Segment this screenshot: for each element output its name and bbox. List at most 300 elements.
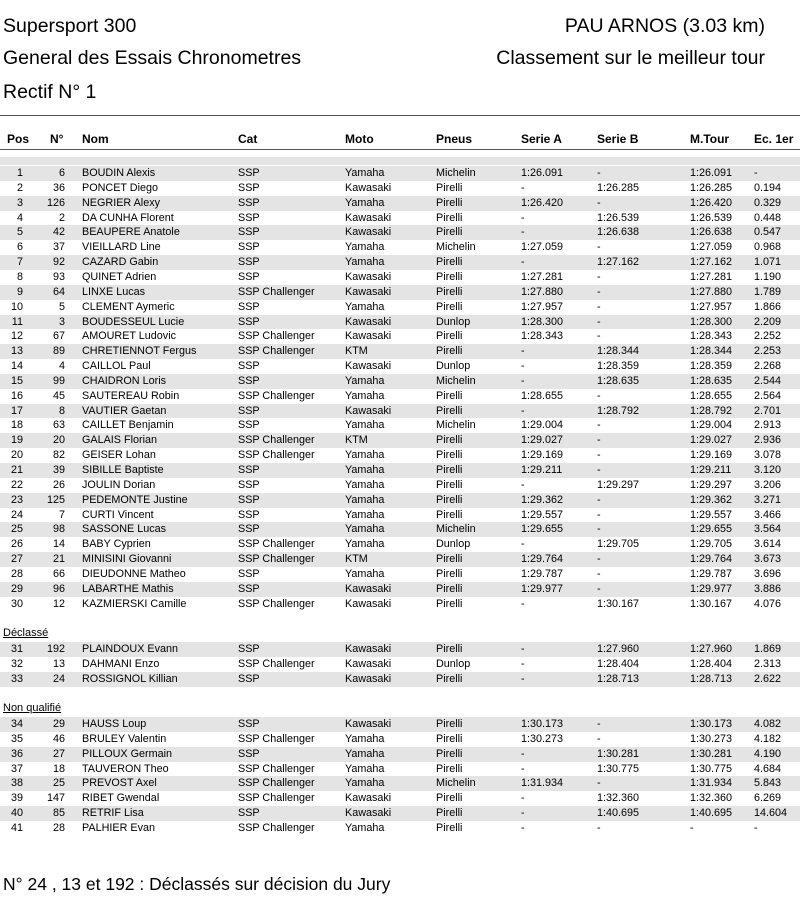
cell-serie-b: - — [597, 389, 601, 402]
cell-moto: Kawasaki — [345, 270, 392, 283]
cell-serie-a: - — [521, 404, 525, 417]
cell-pos: 12 — [10, 330, 23, 343]
cell-num: 147 — [46, 792, 65, 805]
cell-serie-a: - — [521, 226, 525, 239]
cell-moto: Kawasaki — [345, 181, 392, 194]
cell-pneus: Pirelli — [436, 582, 463, 595]
table-row — [0, 672, 800, 687]
cell-serie-b: 1:27.960 — [597, 643, 640, 655]
cell-cat: SSP Challenger — [238, 553, 315, 566]
cell-num: 85 — [52, 807, 65, 820]
cell-ec1er: 3.271 — [754, 493, 782, 506]
cell-ec1er: 1.866 — [754, 300, 782, 313]
cell-serie-a: - — [521, 597, 525, 610]
cell-serie-b: - — [597, 553, 601, 566]
cell-moto: Yamaha — [345, 374, 385, 387]
col-nom: Nom — [82, 132, 109, 146]
cell-cat: SSP Challenger — [238, 657, 315, 670]
cell-cat: SSP Challenger — [238, 777, 315, 790]
cell-pos: 9 — [16, 285, 23, 298]
cell-nom: CHRETIENNOT Fergus — [82, 345, 197, 358]
cell-moto: Yamaha — [345, 493, 385, 506]
cell-mtour: 1:30.167 — [690, 597, 733, 610]
cell-nom: BOUDESSEUL Lucie — [82, 315, 185, 328]
cell-pneus: Pirelli — [436, 270, 463, 283]
cell-pneus: Pirelli — [436, 508, 463, 521]
cell-ec1er: 0.547 — [754, 226, 782, 239]
cell-moto: Yamaha — [345, 821, 385, 834]
table-row — [0, 732, 800, 747]
cell-mtour: 1:28.359 — [690, 360, 733, 373]
cell-serie-a: - — [521, 747, 525, 760]
cell-pneus: Pirelli — [436, 478, 463, 491]
cell-pneus: Pirelli — [436, 643, 463, 655]
cell-serie-b: 1:32.360 — [597, 792, 640, 805]
cell-nom: DIEUDONNE Matheo — [82, 567, 186, 580]
cell-pneus: Michelin — [436, 167, 476, 179]
cell-pos: 15 — [10, 374, 23, 387]
cell-serie-b: 1:40.695 — [597, 807, 640, 820]
cell-mtour: 1:26.285 — [690, 181, 733, 194]
cell-nom: AMOURET Ludovic — [82, 330, 177, 343]
cell-cat: SSP — [238, 582, 260, 595]
cell-cat: SSP — [238, 211, 260, 224]
cell-cat: SSP — [238, 315, 260, 328]
cell-serie-b: - — [597, 330, 601, 343]
cell-cat: SSP Challenger — [238, 538, 315, 551]
cell-serie-a: 1:26.091 — [521, 167, 564, 179]
cell-moto: Kawasaki — [345, 807, 392, 820]
cell-serie-b: 1:30.775 — [597, 762, 640, 775]
cell-num: 66 — [52, 567, 65, 580]
cell-serie-a: 1:26.420 — [521, 196, 564, 209]
cell-pos: 19 — [10, 434, 23, 447]
table-row — [0, 582, 800, 597]
cell-pos: 27 — [10, 553, 23, 566]
cell-pneus: Pirelli — [436, 434, 463, 447]
cell-moto: Kawasaki — [345, 657, 392, 670]
cell-moto: KTM — [345, 434, 368, 447]
cell-moto: Yamaha — [345, 538, 385, 551]
table-row — [0, 806, 800, 821]
cell-serie-a: - — [521, 345, 525, 358]
cell-pos: 41 — [10, 821, 23, 834]
cell-mtour: 1:26.420 — [690, 196, 733, 209]
cell-num: 21 — [52, 553, 65, 566]
cell-mtour: 1:27.162 — [690, 256, 733, 269]
cell-cat: SSP — [238, 523, 260, 536]
cell-pneus: Pirelli — [436, 493, 463, 506]
cell-cat: SSP — [238, 270, 260, 283]
cell-pos: 36 — [10, 747, 23, 760]
col-num: N° — [50, 132, 64, 146]
cell-serie-a: - — [521, 657, 525, 670]
cell-mtour: 1:28.792 — [690, 404, 733, 417]
cell-serie-a: 1:29.169 — [521, 449, 564, 462]
table-row — [0, 404, 800, 419]
cell-moto: Yamaha — [345, 567, 385, 580]
cell-pneus: Pirelli — [436, 256, 463, 269]
cell-pos: 32 — [10, 657, 23, 670]
cell-cat: SSP Challenger — [238, 434, 315, 447]
cell-cat: SSP Challenger — [238, 732, 315, 745]
cell-nom: RETRIF Lisa — [82, 807, 144, 820]
cell-pneus: Pirelli — [436, 389, 463, 402]
cell-serie-b: - — [597, 300, 601, 313]
document-title: General des Essais Chronometres — [3, 47, 302, 69]
section-declasse: Déclassé — [3, 627, 49, 639]
cell-nom: CAILLET Benjamin — [82, 419, 174, 432]
cell-serie-b: - — [597, 449, 601, 462]
cell-serie-b: - — [597, 196, 601, 209]
table-row — [0, 300, 800, 315]
cell-nom: LABARTHE Mathis — [82, 582, 174, 595]
cell-moto: Yamaha — [345, 732, 385, 745]
table-row — [0, 418, 800, 433]
cell-ec1er: 2.936 — [754, 434, 782, 447]
cell-pos: 14 — [10, 360, 23, 373]
cell-mtour: 1:40.695 — [690, 807, 733, 820]
cell-num: 37 — [52, 241, 65, 254]
cell-serie-b: - — [597, 732, 601, 745]
cell-num: 13 — [52, 657, 65, 670]
cell-serie-b: 1:26.285 — [597, 181, 640, 194]
cell-moto: Kawasaki — [345, 643, 392, 655]
cell-num: 89 — [52, 345, 65, 358]
cell-serie-b: 1:26.638 — [597, 226, 640, 239]
cell-ec1er: 3.673 — [754, 553, 782, 566]
table-row — [0, 821, 800, 836]
cell-mtour: 1:30.173 — [690, 718, 733, 730]
table-row — [0, 717, 800, 732]
cell-cat: SSP — [238, 464, 260, 476]
cell-num: 27 — [52, 747, 65, 760]
cell-moto: Kawasaki — [345, 597, 392, 610]
cell-mtour: 1:29.004 — [690, 419, 733, 432]
cell-mtour: 1:30.273 — [690, 732, 733, 745]
cell-pneus: Pirelli — [436, 718, 463, 730]
cell-cat: SSP Challenger — [238, 597, 315, 610]
cell-mtour: 1:29.362 — [690, 493, 733, 506]
cell-cat: SSP — [238, 374, 260, 387]
cell-serie-b: 1:27.162 — [597, 256, 640, 269]
cell-cat: SSP — [238, 508, 260, 521]
cell-pneus: Pirelli — [436, 747, 463, 760]
cell-ec1er: 4.076 — [754, 597, 782, 610]
cell-cat: SSP Challenger — [238, 389, 315, 402]
cell-ec1er: 1.071 — [754, 256, 782, 269]
cell-nom: PILLOUX Germain — [82, 747, 173, 760]
table-row — [0, 389, 800, 404]
cell-num: 20 — [52, 434, 65, 447]
cell-nom: CLEMENT Aymeric — [82, 300, 175, 313]
cell-moto: Kawasaki — [345, 718, 392, 730]
cell-pneus: Pirelli — [436, 300, 463, 313]
cell-pneus: Michelin — [436, 777, 476, 790]
col-pos: Pos — [7, 132, 30, 146]
cell-serie-a: - — [521, 478, 525, 491]
cell-moto: Yamaha — [345, 256, 385, 269]
table-row — [0, 478, 800, 493]
cell-ec1er: 4.684 — [754, 762, 782, 775]
cell-moto: Yamaha — [345, 419, 385, 432]
cell-nom: LINXE Lucas — [82, 285, 146, 298]
cell-serie-b: - — [597, 270, 601, 283]
cell-serie-b: - — [597, 493, 601, 506]
cell-serie-b: - — [597, 434, 601, 447]
cell-pos: 33 — [10, 672, 23, 685]
cell-pos: 7 — [16, 256, 23, 269]
ranking-subtitle: Classement sur le meilleur tour — [496, 47, 765, 69]
cell-cat: SSP — [238, 478, 260, 491]
cell-pos: 29 — [10, 582, 23, 595]
cell-cat: SSP — [238, 718, 260, 730]
cell-pneus: Pirelli — [436, 762, 463, 775]
cell-moto: KTM — [345, 553, 368, 566]
cell-moto: Kawasaki — [345, 792, 392, 805]
cell-pneus: Michelin — [436, 419, 476, 432]
cell-serie-b: - — [597, 582, 601, 595]
cell-cat: SSP — [238, 493, 260, 506]
table-row — [0, 552, 800, 567]
table-row — [0, 597, 800, 612]
cell-num: 14 — [52, 538, 65, 551]
cell-nom: GEISER Lohan — [82, 449, 156, 462]
cell-num: 2 — [58, 211, 65, 224]
cell-pos: 39 — [10, 792, 23, 805]
table-row — [0, 657, 800, 672]
cell-serie-b: - — [597, 777, 601, 790]
cell-serie-a: 1:29.004 — [521, 419, 564, 432]
cell-nom: BRULEY Valentin — [82, 732, 167, 745]
table-row — [0, 196, 800, 211]
series-name: Supersport 300 — [3, 15, 137, 37]
cell-moto: Kawasaki — [345, 582, 392, 595]
cell-nom: CAZARD Gabin — [82, 256, 159, 269]
cell-pneus: Pirelli — [436, 464, 463, 476]
cell-ec1er: 2.564 — [754, 389, 782, 402]
cell-pos: 3 — [16, 196, 23, 209]
cell-cat: SSP Challenger — [238, 345, 315, 358]
cell-mtour: 1:29.977 — [690, 582, 733, 595]
cell-pos: 40 — [10, 807, 23, 820]
cell-mtour: 1:29.705 — [690, 538, 733, 551]
cell-moto: Yamaha — [345, 389, 385, 402]
cell-cat: SSP Challenger — [238, 449, 315, 462]
table-row — [0, 225, 800, 240]
cell-ec1er: 0.194 — [754, 181, 782, 194]
cell-serie-b: 1:30.281 — [597, 747, 640, 760]
cell-moto: Yamaha — [345, 449, 385, 462]
cell-mtour: 1:29.764 — [690, 553, 733, 566]
cell-nom: BABY Cyprien — [82, 538, 151, 551]
cell-pneus: Michelin — [436, 523, 476, 536]
cell-pneus: Pirelli — [436, 821, 463, 834]
cell-num: 4 — [58, 360, 65, 373]
cell-num: 39 — [52, 464, 65, 476]
section-non-qualifie: Non qualifié — [3, 702, 62, 714]
cell-serie-a: 1:30.173 — [521, 718, 564, 730]
cell-mtour: 1:31.934 — [690, 777, 733, 790]
cell-moto: Yamaha — [345, 762, 385, 775]
cell-nom: HAUSS Loup — [82, 718, 147, 730]
cell-pos: 2 — [16, 181, 23, 194]
cell-cat: SSP — [238, 167, 260, 179]
cell-nom: QUINET Adrien — [82, 270, 157, 283]
cell-num: 67 — [52, 330, 65, 343]
table-row — [0, 211, 800, 226]
cell-nom: GALAIS Florian — [82, 434, 158, 447]
cell-nom: SAUTEREAU Robin — [82, 389, 180, 402]
cell-serie-b: - — [597, 718, 601, 730]
cell-nom: BEAUPERE Anatole — [82, 226, 180, 239]
cell-moto: Yamaha — [345, 523, 385, 536]
cell-ec1er: 5.843 — [754, 777, 782, 790]
cell-pneus: Pirelli — [436, 211, 463, 224]
cell-ec1er: 4.190 — [754, 747, 782, 760]
cell-pos: 22 — [10, 478, 23, 491]
cell-cat: SSP — [238, 807, 260, 820]
table-row — [0, 255, 800, 270]
cell-ec1er: 2.544 — [754, 374, 782, 387]
cell-cat: SSP — [238, 747, 260, 760]
cell-serie-a: 1:30.273 — [521, 732, 564, 745]
cell-pneus: Pirelli — [436, 807, 463, 820]
cell-num: 63 — [52, 419, 65, 432]
cell-num: 99 — [52, 374, 65, 387]
cell-serie-a: - — [521, 374, 525, 387]
cell-serie-b: 1:28.359 — [597, 360, 640, 373]
cell-nom: PLAINDOUX Evann — [82, 643, 179, 655]
table-spacer — [0, 157, 800, 165]
cell-num: 64 — [52, 285, 65, 298]
cell-num: 24 — [52, 672, 65, 685]
cell-serie-a: 1:29.027 — [521, 434, 564, 447]
cell-cat: SSP Challenger — [238, 762, 315, 775]
cell-ec1er: 3.696 — [754, 567, 782, 580]
cell-mtour: 1:28.655 — [690, 389, 733, 402]
cell-pneus: Dunlop — [436, 360, 471, 373]
cell-pos: 35 — [10, 732, 23, 745]
cell-mtour: 1:32.360 — [690, 792, 733, 805]
cell-mtour: 1:27.281 — [690, 270, 733, 283]
cell-pneus: Pirelli — [436, 732, 463, 745]
cell-pneus: Pirelli — [436, 597, 463, 610]
cell-ec1er: 0.448 — [754, 211, 782, 224]
cell-moto: Yamaha — [345, 241, 385, 254]
cell-serie-a: 1:27.957 — [521, 300, 564, 313]
cell-num: 12 — [52, 597, 65, 610]
cell-num: 93 — [52, 270, 65, 283]
cell-serie-b: 1:29.297 — [597, 478, 640, 491]
cell-num: 26 — [52, 478, 65, 491]
cell-serie-b: 1:26.539 — [597, 211, 640, 224]
table-row — [0, 776, 800, 791]
cell-num: 126 — [46, 196, 65, 209]
cell-cat: SSP — [238, 196, 260, 209]
cell-mtour: 1:27.880 — [690, 285, 733, 298]
cell-mtour: 1:26.539 — [690, 211, 733, 224]
table-row — [0, 537, 800, 552]
cell-pneus: Pirelli — [436, 181, 463, 194]
cell-cat: SSP Challenger — [238, 821, 315, 834]
cell-serie-b: 1:28.404 — [597, 657, 640, 670]
cell-ec1er: 3.120 — [754, 464, 782, 476]
cell-num: 3 — [58, 315, 65, 328]
cell-pos: 13 — [10, 345, 23, 358]
cell-ec1er: 0.968 — [754, 241, 782, 254]
cell-serie-a: 1:28.343 — [521, 330, 564, 343]
cell-mtour: 1:28.343 — [690, 330, 733, 343]
columns-divider — [0, 149, 800, 150]
cell-mtour: 1:29.655 — [690, 523, 733, 536]
cell-pos: 1 — [16, 167, 23, 179]
cell-mtour: 1:28.404 — [690, 657, 733, 670]
cell-serie-a: - — [521, 360, 525, 373]
cell-serie-b: - — [597, 567, 601, 580]
cell-pneus: Pirelli — [436, 792, 463, 805]
cell-num: 6 — [58, 167, 65, 179]
cell-serie-b: 1:28.344 — [597, 345, 640, 358]
cell-pneus: Pirelli — [436, 553, 463, 566]
cell-serie-a: - — [521, 256, 525, 269]
cell-pneus: Pirelli — [436, 345, 463, 358]
cell-num: 96 — [52, 582, 65, 595]
cell-pneus: Michelin — [436, 241, 476, 254]
table-row — [0, 270, 800, 285]
cell-moto: Yamaha — [345, 478, 385, 491]
cell-ec1er: 2.313 — [754, 657, 782, 670]
cell-moto: Yamaha — [345, 747, 385, 760]
cell-num: 29 — [52, 718, 65, 730]
cell-num: 125 — [46, 493, 65, 506]
cell-pos: 20 — [10, 449, 23, 462]
cell-num: 36 — [52, 181, 65, 194]
cell-nom: RIBET Gwendal — [82, 792, 160, 805]
cell-pos: 26 — [10, 538, 23, 551]
col-pneus: Pneus — [436, 132, 473, 146]
cell-pneus: Pirelli — [436, 567, 463, 580]
cell-mtour: 1:29.211 — [690, 464, 732, 476]
cell-cat: SSP Challenger — [238, 330, 315, 343]
cell-ec1er: 3.564 — [754, 523, 782, 536]
cell-mtour: 1:28.300 — [690, 315, 733, 328]
cell-pos: 31 — [10, 643, 23, 655]
cell-serie-b: - — [597, 523, 601, 536]
cell-ec1er: 4.082 — [754, 718, 782, 730]
cell-serie-a: - — [521, 792, 525, 805]
cell-moto: Kawasaki — [345, 330, 392, 343]
col-serie-a: Serie A — [521, 132, 562, 146]
cell-ec1er: 2.268 — [754, 360, 782, 373]
table-row — [0, 791, 800, 806]
cell-mtour: 1:27.059 — [690, 241, 733, 254]
cell-cat: SSP — [238, 419, 260, 432]
table-row — [0, 315, 800, 330]
cell-num: 25 — [52, 777, 65, 790]
cell-num: 28 — [52, 821, 65, 834]
cell-pos: 8 — [16, 270, 23, 283]
table-row — [0, 329, 800, 344]
cell-ec1er: 4.182 — [754, 732, 782, 745]
cell-pneus: Pirelli — [436, 404, 463, 417]
cell-serie-a: - — [521, 643, 525, 655]
cell-cat: SSP Challenger — [238, 792, 315, 805]
cell-serie-a: 1:27.880 — [521, 285, 564, 298]
cell-pos: 11 — [11, 315, 23, 328]
cell-mtour: 1:28.713 — [690, 672, 733, 685]
cell-ec1er: 2.701 — [754, 404, 782, 417]
